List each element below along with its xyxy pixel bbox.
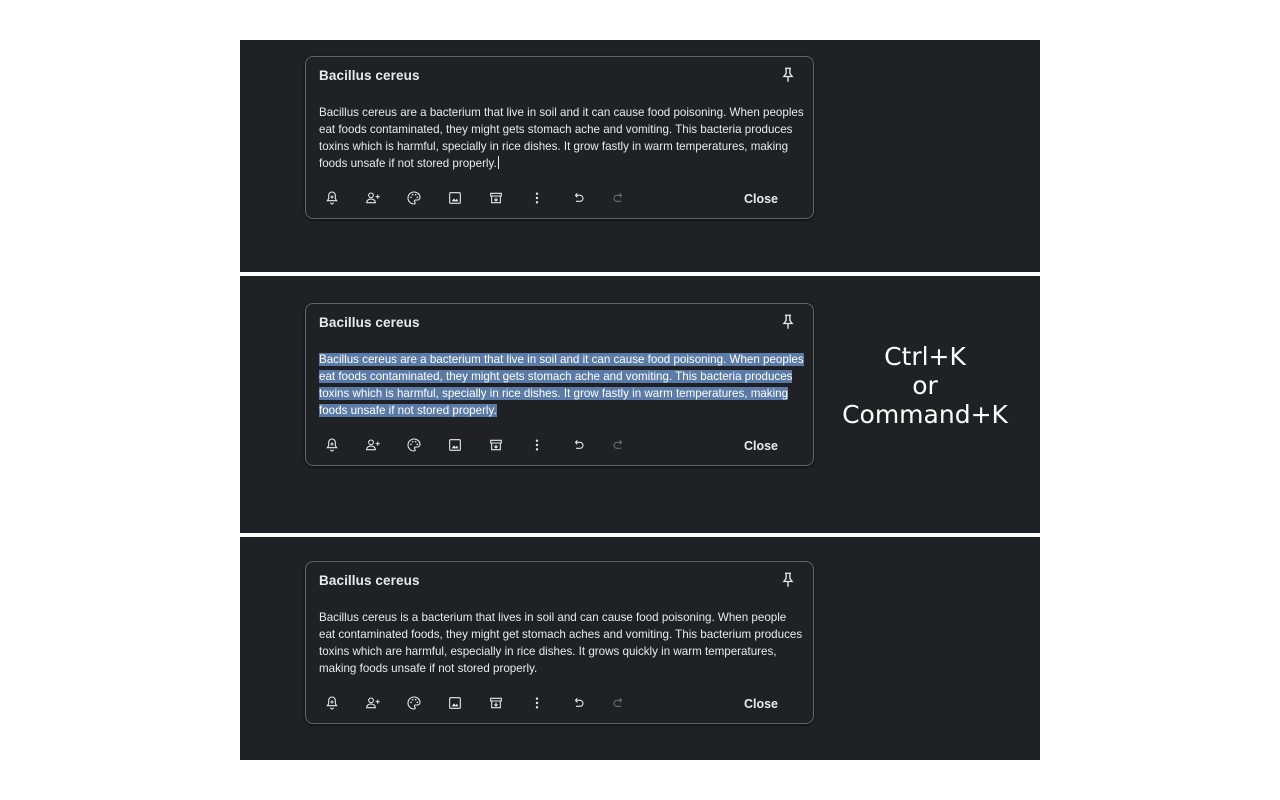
more-vert-icon[interactable] <box>529 190 545 206</box>
note-title[interactable]: Bacillus cereus <box>319 315 420 330</box>
note-body[interactable] <box>319 351 804 419</box>
shortcut-mac: Command+K <box>842 400 1008 429</box>
note-body[interactable]: Bacillus cereus is a bacterium that lives in soil and can cause food poisoning. When people eat contaminated foods, they might get stomach aches and vomiting. This bacterium produces toxins which are harmful, especially in rice dishes. It grows quickly in warm temperatures, making foods unsafe if not stored properly. <box>319 611 803 675</box>
remind-me-icon[interactable] <box>324 695 340 711</box>
note-body[interactable] <box>319 104 804 172</box>
note-card <box>305 56 814 219</box>
redo-icon[interactable] <box>611 190 627 206</box>
remind-me-icon[interactable] <box>324 190 340 206</box>
tutorial-stage <box>240 40 1040 760</box>
more-vert-icon[interactable] <box>529 437 545 453</box>
note-title[interactable]: Bacillus cereus <box>319 68 420 83</box>
image-icon[interactable] <box>447 190 463 206</box>
palette-icon[interactable] <box>406 437 422 453</box>
shortcut-or: or <box>912 371 938 400</box>
note-toolbar <box>318 695 798 715</box>
archive-icon[interactable] <box>488 695 504 711</box>
collaborator-icon[interactable] <box>365 190 381 206</box>
pin-icon[interactable] <box>779 571 797 589</box>
note-toolbar <box>318 190 798 210</box>
shortcut-windows: Ctrl+K <box>884 342 966 371</box>
selected-note-text: Bacillus cereus are a bacterium that live in soil and it can cause food poisoning. When peoples eat foods contaminated, they might gets stomach ache and vomiting. This bacteria produces toxins which is harmful, specially in rice dishes. It grow fastly in warm temperatures, making foods unsafe if not stored properly. <box>319 353 804 417</box>
text-cursor <box>498 156 499 169</box>
note-card <box>305 561 814 724</box>
palette-icon[interactable] <box>406 695 422 711</box>
archive-icon[interactable] <box>488 190 504 206</box>
image-icon[interactable] <box>447 695 463 711</box>
redo-icon[interactable] <box>611 695 627 711</box>
more-vert-icon[interactable] <box>529 695 545 711</box>
redo-icon[interactable] <box>611 437 627 453</box>
step-3-panel <box>240 537 1040 760</box>
palette-icon[interactable] <box>406 190 422 206</box>
note-body-text: Bacillus cereus are a bacterium that live in soil and it can cause food poisoning. When peoples eat foods contaminated, they might gets stomach ache and vomiting. This bacteria produces toxins which is harmful, specially in rice dishes. It grow fastly in warm temperatures, making foods unsafe if not stored properly. <box>319 106 804 170</box>
collaborator-icon[interactable] <box>365 695 381 711</box>
undo-icon[interactable] <box>570 437 586 453</box>
note-title[interactable]: Bacillus cereus <box>319 573 420 588</box>
step-2-panel <box>240 276 1040 533</box>
pin-icon[interactable] <box>779 313 797 331</box>
note-toolbar <box>318 437 798 457</box>
pin-icon[interactable] <box>779 66 797 84</box>
step-1-panel <box>240 40 1040 272</box>
shortcut-caption <box>830 342 1020 429</box>
image-icon[interactable] <box>447 437 463 453</box>
close-button[interactable]: Close <box>743 192 778 206</box>
collaborator-icon[interactable] <box>365 437 381 453</box>
close-button[interactable]: Close <box>743 439 778 453</box>
archive-icon[interactable] <box>488 437 504 453</box>
remind-me-icon[interactable] <box>324 437 340 453</box>
undo-icon[interactable] <box>570 695 586 711</box>
close-button[interactable]: Close <box>743 697 778 711</box>
undo-icon[interactable] <box>570 190 586 206</box>
note-card <box>305 303 814 466</box>
